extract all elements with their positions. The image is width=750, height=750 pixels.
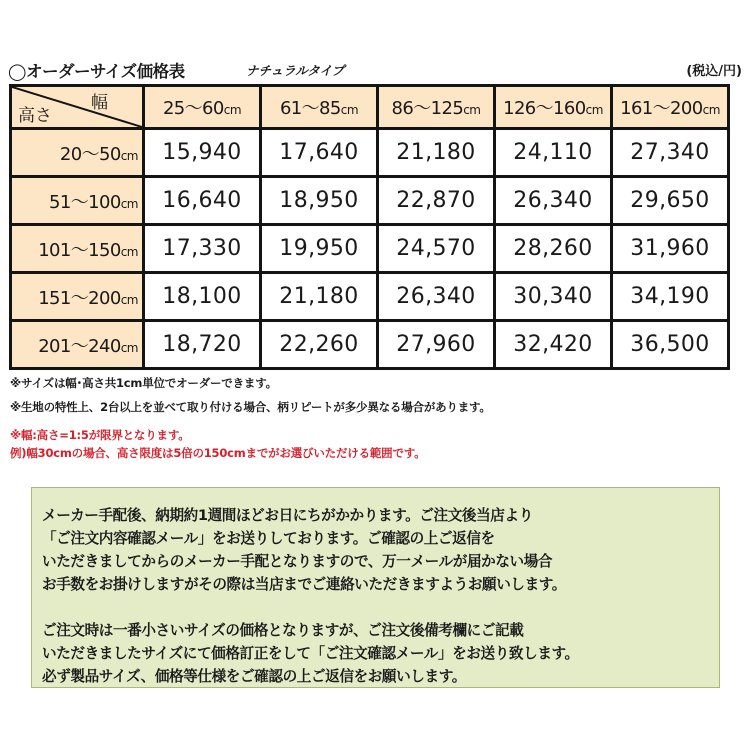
row-header: 101〜150cm xyxy=(11,225,144,273)
price-cell: 21,180 xyxy=(261,273,378,321)
price-cell: 26,340 xyxy=(378,273,495,321)
row-header: 151〜200cm xyxy=(11,273,144,321)
page-subtitle: ナチュラルタイプ xyxy=(246,63,345,78)
price-cell: 17,330 xyxy=(144,225,261,273)
info-line: お手数をお掛けしますがその際は当店までご連絡いただきますようお願いします。 xyxy=(42,576,567,593)
price-cell: 24,110 xyxy=(495,129,612,177)
price-table xyxy=(9,84,730,370)
info-line: 「ご注文内容確認メール」をお送りしております。ご確認の上ご返信を xyxy=(42,530,495,547)
price-cell: 31,960 xyxy=(612,225,729,273)
table-row xyxy=(11,273,729,321)
price-cell: 22,870 xyxy=(378,177,495,225)
price-cell: 26,340 xyxy=(495,177,612,225)
tax-note: (税込/円) xyxy=(686,64,742,79)
column-header: 86〜125cm xyxy=(378,86,495,129)
price-cell: 27,340 xyxy=(612,129,729,177)
price-cell: 29,650 xyxy=(612,177,729,225)
table-corner xyxy=(11,86,144,129)
info-line: メーカー手配後、納期約1週間ほどお日にちがかかります。ご注文後当店より xyxy=(42,507,533,524)
price-cell: 15,940 xyxy=(144,129,261,177)
price-cell: 36,500 xyxy=(612,321,729,369)
corner-width-label: 幅 xyxy=(91,93,108,113)
price-cell: 28,260 xyxy=(495,225,612,273)
column-header: 25〜60cm xyxy=(144,86,261,129)
price-cell: 34,190 xyxy=(612,273,729,321)
info-line: いただきましてからのメーカー手配となりますので、万一メールが届かない場合 xyxy=(42,553,553,570)
info-line: ご注文時は一番小さいサイズの価格となりますが、ご注文後備考欄にご記載 xyxy=(42,622,524,639)
price-cell: 16,640 xyxy=(144,177,261,225)
price-cell: 27,960 xyxy=(378,321,495,369)
corner-height-label: 高さ xyxy=(18,106,52,126)
info-line: 必ず製品サイズ、価格等仕様をご確認の上ご返信をお願いします。 xyxy=(42,668,466,685)
page-title: ◯オーダーサイズ価格表 xyxy=(8,62,185,81)
order-info-box xyxy=(31,487,720,688)
row-header: 20〜50cm xyxy=(11,129,144,177)
column-header: 126〜160cm xyxy=(495,86,612,129)
table-row xyxy=(11,321,729,369)
row-header: 201〜240cm xyxy=(11,321,144,369)
ratio-limit-note: ※幅:高さ=1:5が限界となります。 xyxy=(10,428,190,442)
table-header-row xyxy=(11,86,729,129)
pattern-repeat-note: ※生地の特性上、2台以上を並べて取り付ける場合、柄リピートが多少異なる場合があります。 xyxy=(10,400,491,414)
column-header: 161〜200cm xyxy=(612,86,729,129)
price-cell: 30,340 xyxy=(495,273,612,321)
table-row xyxy=(11,177,729,225)
price-cell: 22,260 xyxy=(261,321,378,369)
column-header: 61〜85cm xyxy=(261,86,378,129)
title-row xyxy=(8,58,742,82)
price-cell: 18,100 xyxy=(144,273,261,321)
table-row xyxy=(11,129,729,177)
info-line: いただきましたサイズにて価格訂正をして「ご注文確認メール」をお送り致します。 xyxy=(42,645,579,662)
size-unit-note: ※サイズは幅･高さ共1cm単位でオーダーできます。 xyxy=(10,376,277,390)
price-cell: 21,180 xyxy=(378,129,495,177)
paragraph-gap xyxy=(42,596,719,619)
table-row xyxy=(11,225,729,273)
price-cell: 32,420 xyxy=(495,321,612,369)
price-cell: 18,720 xyxy=(144,321,261,369)
ratio-example-note: 例)幅30cmの場合、高さ限度は5倍の150cmまでがお選びいただける範囲です。 xyxy=(10,446,426,460)
price-cell: 17,640 xyxy=(261,129,378,177)
price-cell: 19,950 xyxy=(261,225,378,273)
price-cell: 24,570 xyxy=(378,225,495,273)
price-cell: 18,950 xyxy=(261,177,378,225)
row-header: 51〜100cm xyxy=(11,177,144,225)
